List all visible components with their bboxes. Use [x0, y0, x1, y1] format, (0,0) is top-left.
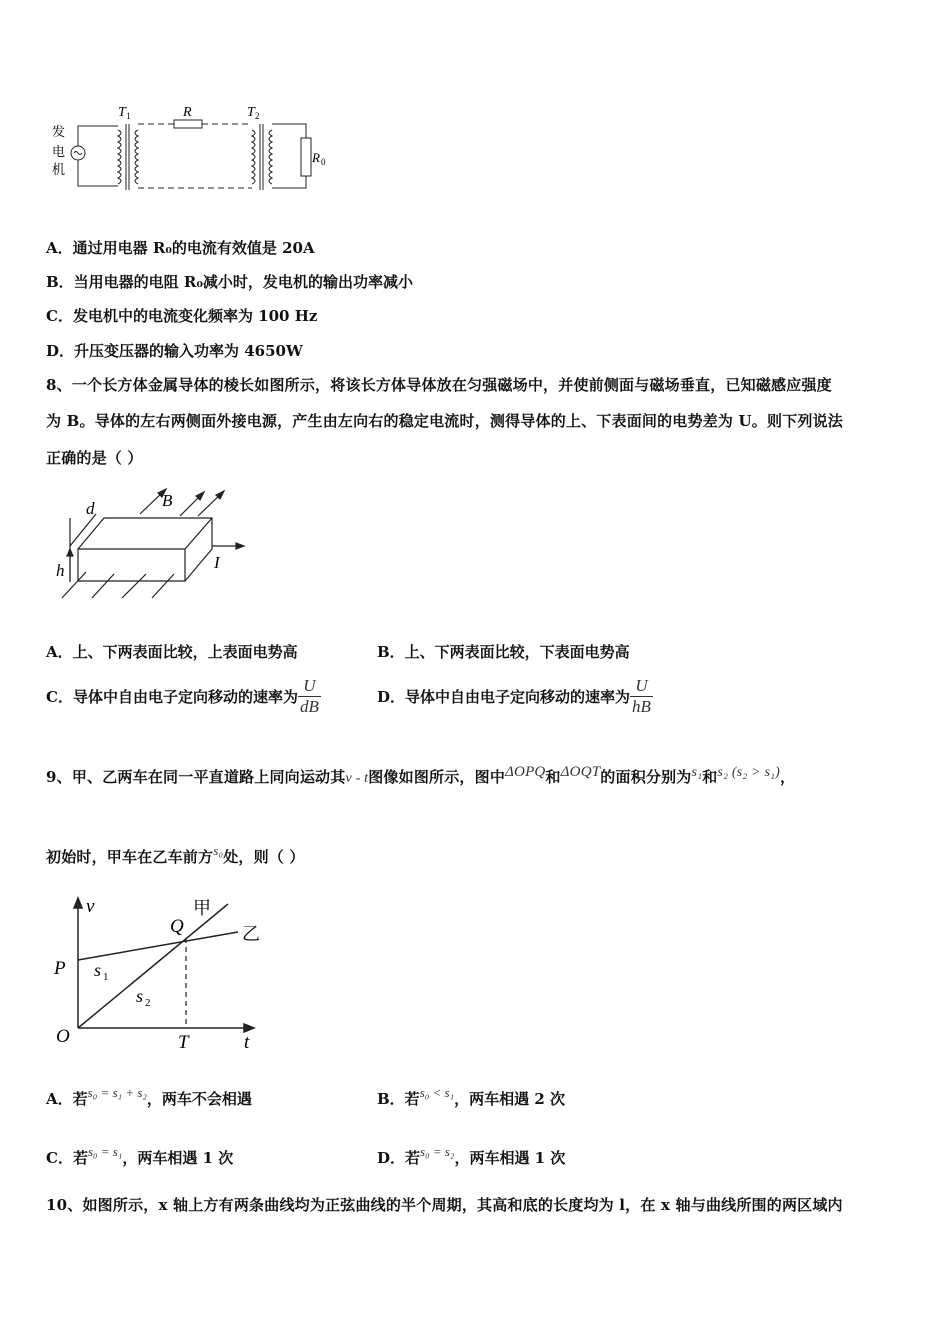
generator-label-3: 机 — [52, 162, 66, 177]
q9-option-d-math: s₀ = s₂ — [420, 1144, 455, 1159]
q8-option-c-num: U — [298, 676, 321, 697]
graph-s2-label: s — [136, 986, 144, 1006]
q9-line2-text-b: 处，则（ ） — [223, 848, 305, 866]
graph-s2-sub: 2 — [145, 997, 151, 1009]
graph-t-point-label: T — [178, 1032, 189, 1053]
q9-text-3: 和 — [545, 768, 561, 786]
generator-label-1: 发 — [52, 124, 66, 139]
q9-option-d[interactable] — [377, 1144, 566, 1168]
r0-label: R — [312, 150, 320, 165]
q9-math-s2-condition: s₂ (s₂ > s₁) — [717, 765, 781, 780]
q9-stem-line1 — [46, 766, 795, 787]
graph-q-label: Q — [170, 916, 184, 937]
q9-text-1: 9、甲、乙两车在同一平直道路上同向运动其 — [46, 768, 346, 786]
q8-stem-line1: 8、一个长方体金属导体的棱长如图所示，将该长方体导体放在匀强磁场中，并使前侧面与磁场垂直，已知磁感应强度 — [46, 376, 832, 394]
q8-option-d-den: hB — [632, 697, 651, 716]
q7-option-c[interactable]: C．发电机中的电流变化频率为 100 Hz — [46, 307, 318, 325]
q9-stem-line2 — [46, 843, 305, 867]
q7-option-b[interactable]: B．当用电器的电阻 R₀减小时，发电机的输出功率减小 — [46, 273, 413, 291]
vt-graph — [50, 892, 280, 1054]
t2-label: T — [247, 105, 255, 120]
q9-option-b-post: ，两车相遇 2 次 — [454, 1090, 566, 1108]
q8-option-a[interactable]: A．上、下两表面比较，上表面电势高 — [46, 643, 298, 661]
q8-option-d[interactable] — [377, 676, 653, 717]
q7-option-d[interactable]: D．升压变压器的输入功率为 4650W — [46, 342, 303, 360]
graph-yi-label: 乙 — [242, 924, 260, 944]
generator-label-2: 电 — [52, 144, 66, 159]
q9-text-5: 和 — [702, 768, 718, 786]
graph-o-label: O — [56, 1026, 70, 1047]
graph-v-label: v — [86, 896, 95, 917]
q9-text-4: 的面积分别为 — [600, 768, 692, 786]
q9-math-oqt: ΔOQT — [560, 764, 601, 780]
q9-option-c-post: ，两车相遇 1 次 — [122, 1149, 234, 1167]
d-label: d — [86, 499, 95, 518]
q9-option-a-math: s₀ = s₁ + s₂ — [87, 1085, 147, 1100]
q9-option-b[interactable] — [377, 1085, 566, 1109]
q9-option-b-pre: B．若 — [377, 1090, 420, 1108]
q7-option-a[interactable]: A．通过用电器 R₀的电流有效值是 20A — [46, 239, 315, 257]
h-label: h — [56, 561, 65, 580]
q9-math-opq: ΔOPQ — [505, 764, 546, 780]
q8-option-d-text: D．导体中自由电子定向移动的速率为 — [377, 688, 631, 706]
graph-p-label: P — [54, 958, 66, 979]
q9-option-c-math: s₀ = s₁ — [87, 1144, 123, 1159]
q8-option-b[interactable]: B．上、下两表面比较，下表面电势高 — [377, 643, 630, 661]
r0-sub: 0 — [321, 157, 326, 167]
q8-stem-line2: 为 B。导体的左右两侧面外接电源，产生由左向右的稳定电流时，测得导体的上、下表面间的电势差为 U。则下列说法 — [46, 412, 844, 430]
graph-t-axis-label: t — [244, 1032, 250, 1053]
q9-option-a[interactable] — [46, 1085, 252, 1109]
q9-text-6: ， — [780, 768, 796, 786]
t1-sub: 1 — [126, 111, 131, 121]
q9-option-c[interactable] — [46, 1144, 234, 1168]
q8-option-c-fraction — [298, 676, 321, 717]
q8-option-d-fraction — [630, 676, 653, 717]
q9-option-a-post: ，两车不会相遇 — [146, 1090, 252, 1108]
graph-s1-label: s — [94, 960, 102, 980]
q9-option-a-pre: A．若 — [46, 1090, 88, 1108]
q8-stem-line3: 正确的是（ ） — [46, 449, 143, 467]
q9-math-s1: s₁ — [691, 765, 703, 780]
q10-stem-line1: 10、如图所示，x 轴上方有两条曲线均为正弦曲线的半个周期，其高和底的长度均为 l，在 x 轴与曲线所围的两区域内 — [46, 1196, 843, 1214]
t1-label: T — [118, 105, 126, 120]
conductor-block-diagram — [48, 484, 258, 609]
q9-option-d-pre: D．若 — [377, 1149, 421, 1167]
q8-option-d-num: U — [630, 676, 653, 697]
graph-s1-sub: 1 — [103, 971, 109, 983]
q9-line2-text-a: 初始时，甲车在乙车前方 — [46, 848, 214, 866]
q9-option-d-post: ，两车相遇 1 次 — [454, 1149, 566, 1167]
q9-text-2: 图像如图所示，图中 — [368, 768, 506, 786]
r-label: R — [183, 105, 192, 120]
graph-jia-label: 甲 — [193, 898, 211, 918]
transformer-circuit-diagram — [40, 100, 340, 200]
q9-math-vt: v - t — [345, 771, 369, 786]
i-label: I — [214, 553, 220, 572]
q9-option-c-pre: C．若 — [46, 1149, 88, 1167]
q9-line2-math-s0: s₀ — [213, 843, 224, 858]
b-label: B — [162, 491, 173, 510]
q8-option-c[interactable] — [46, 676, 321, 717]
q8-option-c-text: C．导体中自由电子定向移动的速率为 — [46, 688, 298, 706]
t2-sub: 2 — [255, 111, 260, 121]
q8-option-c-den: dB — [299, 697, 319, 716]
q9-option-b-math: s₀ < s₁ — [419, 1085, 455, 1100]
